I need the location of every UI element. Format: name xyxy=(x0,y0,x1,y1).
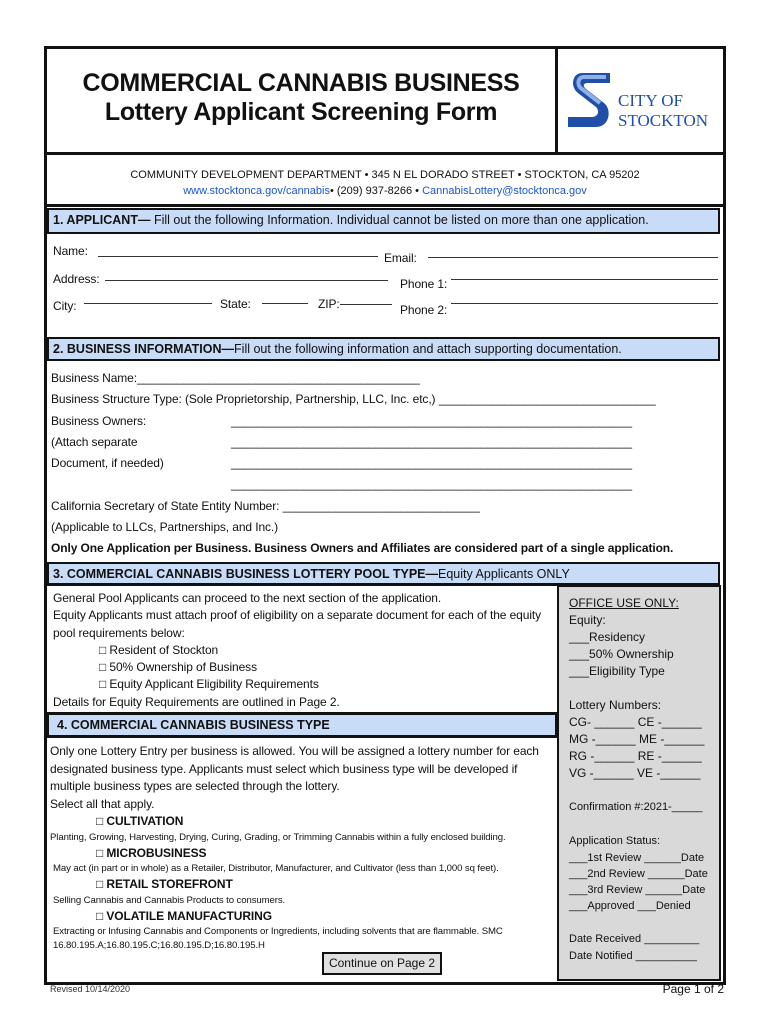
checkbox-icon: □ xyxy=(99,677,107,692)
email-field[interactable] xyxy=(428,257,718,258)
page-number: Page 1 of 2 xyxy=(662,982,724,996)
type-retail-storefront[interactable]: □ RETAIL STOREFRONT xyxy=(96,877,233,891)
section4-header: 4. COMMERCIAL CANNABIS BUSINESS TYPE xyxy=(47,712,557,738)
website-link[interactable]: www.stocktonca.gov/cannabis xyxy=(183,185,330,197)
email-label: Email: xyxy=(384,251,417,265)
form-header xyxy=(47,49,558,155)
checkbox-icon: □ xyxy=(96,908,104,923)
continue-page-2-button[interactable]: Continue on Page 2 xyxy=(322,952,442,975)
checkbox-icon: □ xyxy=(96,845,104,860)
stockton-s-logo-icon xyxy=(566,71,614,129)
name-field[interactable] xyxy=(98,256,378,257)
phone2-label: Phone 2: xyxy=(400,303,448,317)
phone1-field[interactable] xyxy=(451,279,718,280)
option-eligibility[interactable]: □ Equity Applicant Eligibility Requirements xyxy=(99,677,319,692)
form-title: COMMERCIAL CANNABIS BUSINESS xyxy=(82,69,520,97)
department-address: COMMUNITY DEVELOPMENT DEPARTMENT • 345 N EL DORADO STREET • STOCKTON, CA 95202 xyxy=(130,169,640,181)
attach-note-2: Document, if needed) xyxy=(51,456,164,471)
option-ownership[interactable]: □ 50% Ownership of Business xyxy=(99,660,257,675)
section3-header: 3. COMMERCIAL CANNABIS BUSINESS LOTTERY POOL TYPE—Equity Applicants ONLY xyxy=(47,562,720,586)
checkbox-icon: □ xyxy=(96,877,104,891)
name-label: Name: xyxy=(53,244,88,258)
phone: • (209) 937-8266 • xyxy=(329,185,420,197)
state-field[interactable] xyxy=(262,303,308,304)
address-label: Address: xyxy=(53,272,100,286)
revised-date: Revised 10/14/2020 xyxy=(50,984,131,994)
section1-header: 1. APPLICANT— Fill out the following Information. Individual cannot be listed on more than one application. xyxy=(47,208,720,234)
owner-line[interactable]: _____________________________________________________________ xyxy=(231,413,633,428)
checkbox-icon: □ xyxy=(96,814,104,828)
pool-type-content: General Pool Applicants can proceed to the next section of the application. Equity Applicants must attach proof of eligibility on a separate document for each of the equity pool requirements below: □ Resident of Stockton □ 50% Ownership of Business □ Equity Applicant Eligibility Requirements Details for Equity Requirements are outlined in Page 2. xyxy=(53,590,553,711)
phone1-label: Phone 1: xyxy=(400,277,448,291)
section2-header: 2. BUSINESS INFORMATION—Fill out the following information and attach supporting documentation. xyxy=(47,337,720,361)
checkbox-icon: □ xyxy=(99,660,107,675)
entity-note: (Applicable to LLCs, Partnerships, and Inc.) xyxy=(51,520,279,535)
owner-line[interactable]: _____________________________________________________________ xyxy=(231,477,633,492)
form-subtitle: Lottery Applicant Screening Form xyxy=(104,98,498,126)
option-resident[interactable]: □ Resident of Stockton xyxy=(99,642,219,657)
phone2-field[interactable] xyxy=(451,303,718,304)
office-use-box: OFFICE USE ONLY: Equity: ___Residency ___50% Ownership ___Eligibility Type Lottery Numbers: CG- ______ CE -______ MG -______ ME -______ RG -______ RE -______ VG -______ VE -______ Confirmation #:2021-_____ Application Status: ___1st Review ______Date ___2nd Review ______Date ___3rd Review ______Date ___Approved ___Denied Date Received _________ Date Notified __________ xyxy=(557,585,721,981)
checkbox-icon: □ xyxy=(99,642,107,657)
business-owners-label: Business Owners: xyxy=(51,413,147,428)
address-field[interactable] xyxy=(105,280,388,281)
attach-note: (Attach separate xyxy=(51,434,138,449)
type-microbusiness[interactable]: □ MICROBUSINESS xyxy=(96,845,207,860)
business-type-content: Only one Lottery Entry per business is allowed. You will be assigned a lottery number for each designated business type. Applicants must select which business type will be developed if multiple business types are selected through the lottery. Select all that apply. □ CULTIVATION Planting, Growing, Harvesting, Drying, Curing, Grading, or Trimming Cannabis within a fully enclosed building. □ MICROBUSINESS May act (in part or in whole) as a Retailer, Distributor, Manufacturer, and Cultivator (less than 1,000 sq feet). □ RETAIL STOREFRONT Selling Cannabis and Cannabis Products to consumers. □ VOLATILE MANUFACTURING Extracting or Infusing Cannabis and Components or Ingredients, including solvents that are flammable. SMC 16.80.195.A;16.80.195.C;16.80.195.D;16.80.195.H xyxy=(50,743,552,953)
city-field[interactable] xyxy=(84,303,212,304)
business-structure-field[interactable]: Business Structure Type: (Sole Proprietorship, Partnership, LLC, Inc. etc,) _________________________________ xyxy=(51,392,656,407)
city-label: City: xyxy=(53,299,77,313)
business-info xyxy=(51,368,711,560)
state-label: State: xyxy=(220,297,251,311)
owner-line[interactable]: _____________________________________________________________ xyxy=(231,434,633,449)
single-application-notice: Only One Application per Business. Business Owners and Affiliates are considered part of a single application. xyxy=(51,541,674,556)
zip-label: ZIP: xyxy=(318,297,340,311)
owner-line[interactable]: _____________________________________________________________ xyxy=(231,456,633,471)
email-link[interactable]: CannabisLottery@stocktonca.gov xyxy=(422,185,587,197)
logo-text-city-of: CITY OF xyxy=(618,91,684,110)
type-cultivation[interactable]: □ CULTIVATION xyxy=(96,814,184,828)
logo-text-stockton: STOCKTON xyxy=(618,111,709,130)
entity-number-field[interactable]: California Secretary of State Entity Number: ______________________________ xyxy=(51,498,480,513)
type-volatile-manufacturing[interactable]: □ VOLATILE MANUFACTURING xyxy=(96,908,272,923)
contact-info xyxy=(47,158,723,207)
city-logo xyxy=(558,49,723,155)
zip-field[interactable] xyxy=(340,304,392,305)
business-name-field[interactable]: Business Name:___________________________________________ xyxy=(51,371,420,385)
